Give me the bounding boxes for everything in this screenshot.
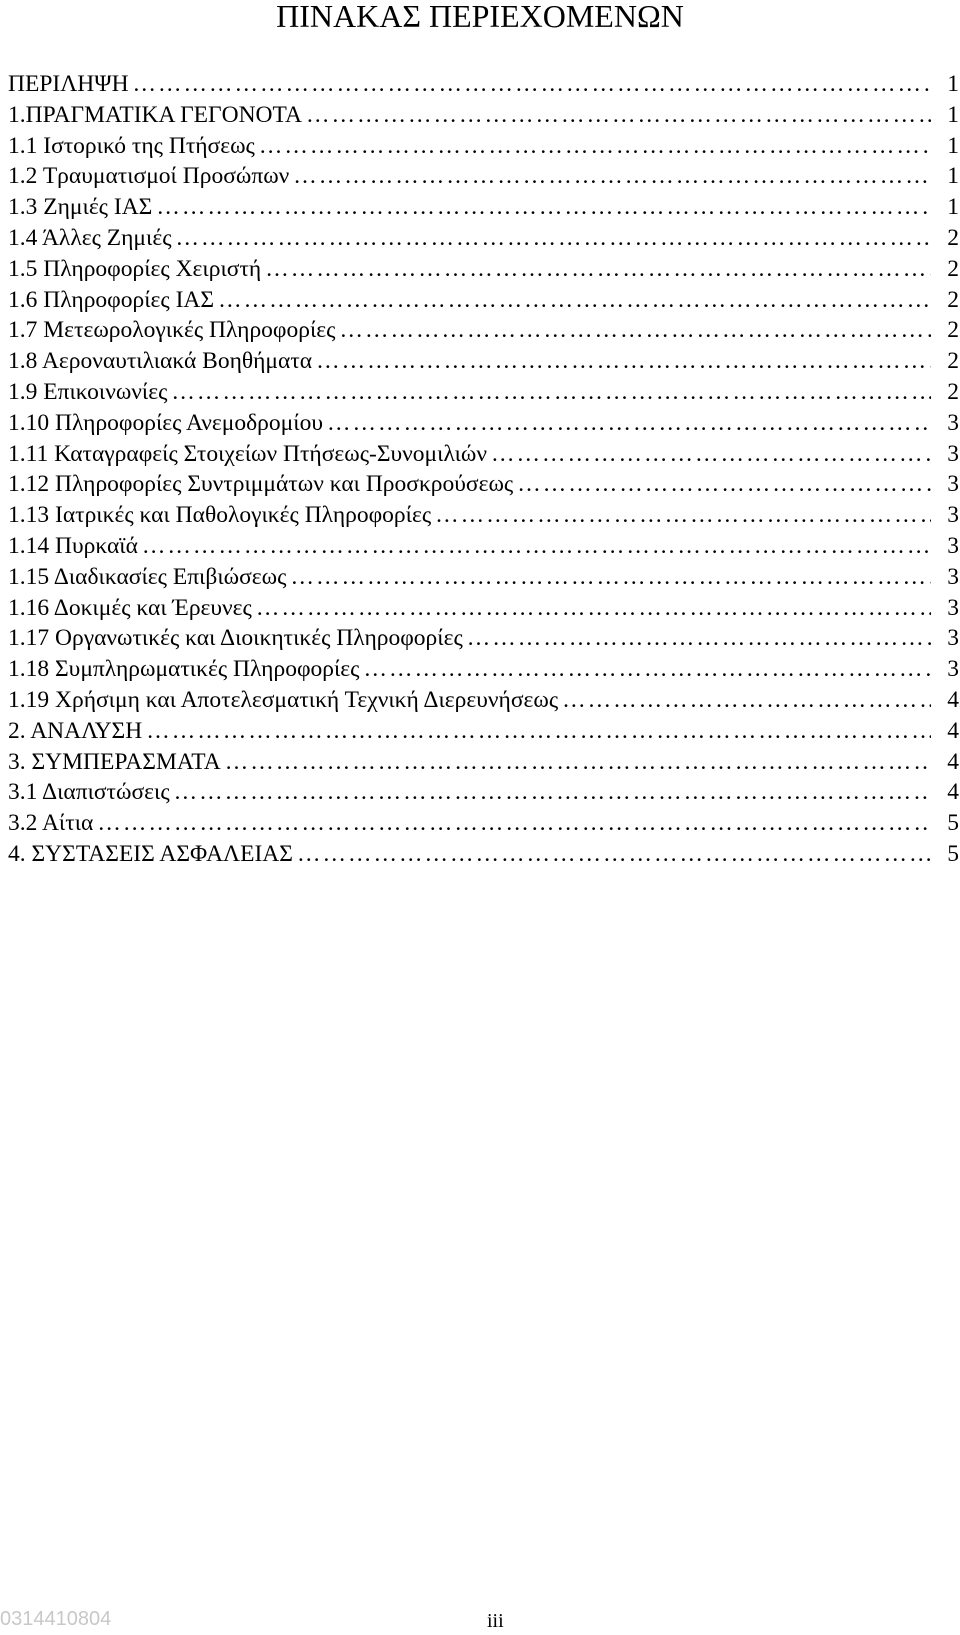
toc-entry-page: 1 xyxy=(947,71,959,97)
toc-entry-page: 3 xyxy=(947,625,959,652)
toc-entry[interactable] xyxy=(8,777,959,808)
toc-dot-leader xyxy=(363,654,931,685)
toc-dot-leader xyxy=(97,808,931,839)
toc-entry-page: 4 xyxy=(947,686,959,713)
toc-entry-label: 1.9 Επικοινωνίες xyxy=(8,378,168,405)
toc-dot-leader xyxy=(517,469,931,500)
toc-entry[interactable] xyxy=(8,285,959,316)
toc-dot-leader xyxy=(259,131,931,162)
page-number: iii xyxy=(487,1610,504,1632)
toc-entry-label: 1.16 Δοκιμές και Έρευνες xyxy=(8,594,252,621)
toc-dot-leader xyxy=(339,315,931,346)
toc-entry[interactable] xyxy=(8,408,959,439)
toc-entry-label: 1.13 Ιατρικές και Παθολογικές Πληροφορίες xyxy=(8,502,432,529)
toc-dot-leader xyxy=(174,777,931,808)
toc-entry-label: 1.14 Πυρκαϊά xyxy=(8,532,138,559)
toc-entry-label: 1.12 Πληροφορίες Συντριμμάτων και Προσκρούσεως xyxy=(8,471,514,498)
toc-entry[interactable] xyxy=(8,469,959,500)
toc-entry[interactable] xyxy=(8,623,959,654)
toc-entry-page: 3 xyxy=(947,440,959,467)
toc-entry-page: 3 xyxy=(947,409,959,436)
toc-entry-label: 3. ΣΥΜΠΕΡΑΣΜΑΤΑ xyxy=(8,748,221,775)
toc-entry[interactable] xyxy=(8,161,959,192)
toc-entry-page: 5 xyxy=(947,810,959,837)
toc-entry[interactable] xyxy=(8,192,959,223)
toc-entry-page: 2 xyxy=(947,348,959,375)
toc-entry[interactable] xyxy=(8,500,959,531)
toc-entry-label: 2. ΑΝΑΛΥΣΗ xyxy=(8,717,143,744)
toc-entry[interactable] xyxy=(8,531,959,562)
toc-entry[interactable] xyxy=(8,716,959,747)
toc-entry-label: ΠΕΡΙΛΗΨΗ xyxy=(8,71,129,97)
toc-entry[interactable] xyxy=(8,562,959,593)
toc-entry-label: 1.2 Τραυματισμοί Προσώπων xyxy=(8,163,290,190)
toc-entry[interactable] xyxy=(8,747,959,778)
toc-dot-leader xyxy=(467,623,931,654)
toc-entry-page: 2 xyxy=(947,317,959,344)
toc-entry-label: 1.1 Ιστορικό της Πτήσεως xyxy=(8,132,255,159)
toc-entry-label: 1.ΠΡΑΓΜΑΤΙΚΑ ΓΕΓΟΝΟΤΑ xyxy=(8,101,302,128)
toc-entry-label: 3.2 Αίτια xyxy=(8,810,94,837)
toc-entry[interactable] xyxy=(8,839,959,870)
toc-entry-page: 1 xyxy=(947,132,959,159)
toc-entry-page: 3 xyxy=(947,656,959,683)
toc-dot-leader xyxy=(142,531,931,562)
toc-dot-leader xyxy=(156,192,931,223)
toc-entry-label: 1.7 Μετεωρολογικές Πληροφορίες xyxy=(8,317,336,344)
toc-dot-leader xyxy=(218,285,931,316)
toc-entry-label: 1.5 Πληροφορίες Χειριστή xyxy=(8,255,262,282)
toc-entry-page: 2 xyxy=(947,224,959,251)
toc-entry-page: 2 xyxy=(947,378,959,405)
toc-dot-leader xyxy=(176,223,931,254)
page-title: ΠΙΝΑΚΑΣ ΠΕΡΙΕΧΟΜΕΝΩΝ xyxy=(276,0,684,34)
toc-entry-page: 1 xyxy=(947,163,959,190)
toc-entry-page: 3 xyxy=(947,471,959,498)
toc-dot-leader xyxy=(491,439,931,470)
toc-entry-page: 3 xyxy=(947,563,959,590)
toc-entry-page: 2 xyxy=(947,286,959,313)
toc-entry-page: 3 xyxy=(947,532,959,559)
toc-entry-page: 4 xyxy=(947,717,959,744)
toc-entry[interactable] xyxy=(8,315,959,346)
toc-entry-label: 1.15 Διαδικασίες Επιβιώσεως xyxy=(8,563,287,590)
toc-dot-leader xyxy=(435,500,931,531)
toc-dot-leader xyxy=(133,69,931,100)
toc-dot-leader xyxy=(306,100,931,131)
toc-entry-label: 1.4 Άλλες Ζημιές xyxy=(8,224,172,251)
toc-dot-leader xyxy=(316,346,931,377)
toc-entry-page: 4 xyxy=(947,779,959,806)
toc-entry-page: 3 xyxy=(947,594,959,621)
toc-entry-label: 4. ΣΥΣΤΑΣΕΙΣ ΑΣΦΑΛΕΙΑΣ xyxy=(8,840,293,867)
toc-entry[interactable] xyxy=(8,685,959,716)
toc-entry-label: 3.1 Διαπιστώσεις xyxy=(8,779,170,806)
toc-dot-leader xyxy=(146,716,931,747)
toc-entry[interactable] xyxy=(8,254,959,285)
toc-dot-leader xyxy=(265,254,931,285)
toc-entry-page: 1 xyxy=(947,101,959,128)
toc-entry-page: 4 xyxy=(947,748,959,775)
toc-entry[interactable] xyxy=(8,439,959,470)
table-of-contents xyxy=(8,69,959,870)
toc-entry[interactable] xyxy=(8,593,959,624)
toc-entry[interactable] xyxy=(8,654,959,685)
toc-entry-label: 1.19 Χρήσιμη και Αποτελεσματική Τεχνική Διερευνήσεως xyxy=(8,686,559,713)
toc-entry[interactable] xyxy=(8,377,959,408)
toc-entry-label: 1.11 Καταγραφείς Στοιχείων Πτήσεως-Συνομιλιών xyxy=(8,440,487,467)
toc-dot-leader xyxy=(562,685,931,716)
toc-dot-leader xyxy=(290,562,931,593)
toc-entry[interactable] xyxy=(8,346,959,377)
toc-entry[interactable] xyxy=(8,223,959,254)
document-id: 0314410804 xyxy=(0,1608,112,1630)
toc-entry-page: 3 xyxy=(947,502,959,529)
toc-entry-label: 1.3 Ζημιές ΙΑΣ xyxy=(8,194,153,221)
toc-entry-label: 1.8 Αεροναυτιλιακά Βοηθήματα xyxy=(8,348,313,375)
toc-dot-leader xyxy=(293,161,931,192)
toc-entry-label: 1.6 Πληροφορίες ΙΑΣ xyxy=(8,286,215,313)
toc-entry-label: 1.10 Πληροφορίες Ανεμοδρομίου xyxy=(8,409,323,436)
toc-dot-leader xyxy=(297,839,931,870)
toc-dot-leader xyxy=(327,408,931,439)
toc-entry-label: 1.17 Οργανωτικές και Διοικητικές Πληροφορίες xyxy=(8,625,463,652)
toc-dot-leader xyxy=(225,747,931,778)
toc-entry-label: 1.18 Συμπληρωματικές Πληροφορίες xyxy=(8,656,360,683)
toc-entry[interactable] xyxy=(8,100,959,131)
toc-entry[interactable] xyxy=(8,69,959,100)
toc-entry-page: 5 xyxy=(947,840,959,867)
toc-entry[interactable] xyxy=(8,808,959,839)
toc-entry-page: 1 xyxy=(947,194,959,221)
toc-dot-leader xyxy=(256,593,931,624)
toc-dot-leader xyxy=(171,377,931,408)
toc-entry-page: 2 xyxy=(947,255,959,282)
toc-entry[interactable] xyxy=(8,131,959,162)
